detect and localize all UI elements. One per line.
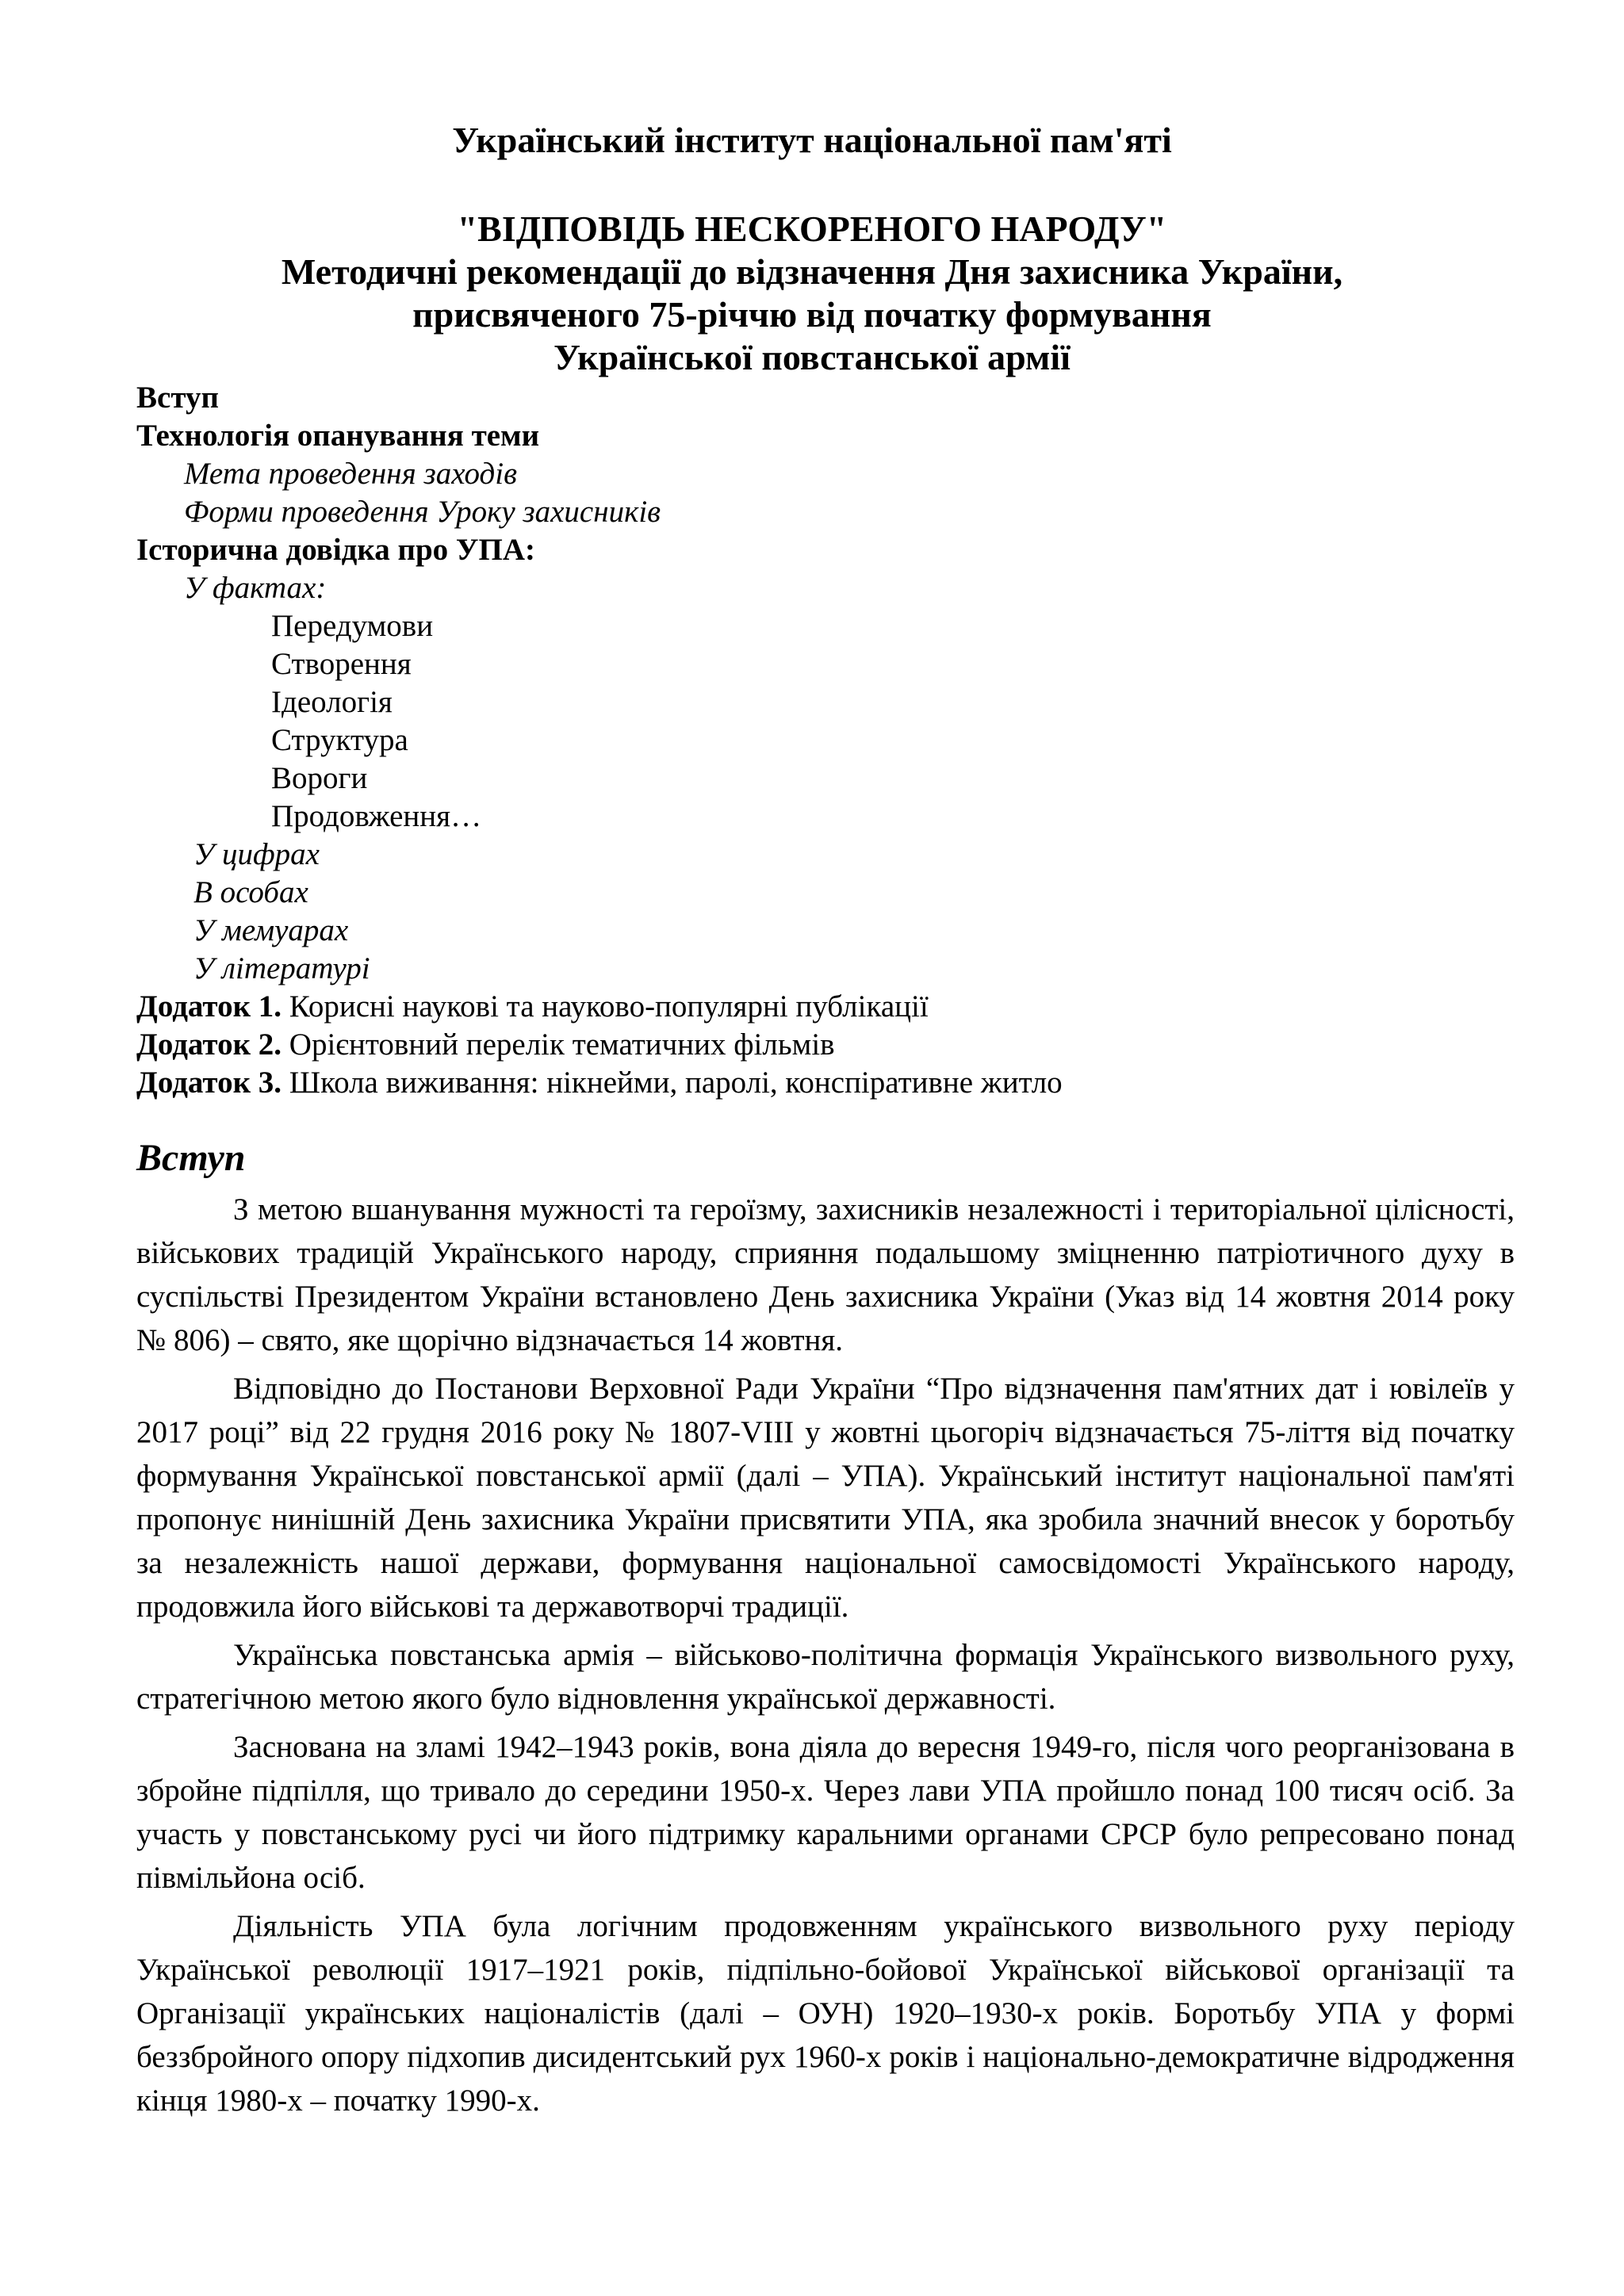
toc-goal: Мета проведення заходів [184, 457, 518, 491]
toc-appendix-1 [136, 988, 1063, 1026]
table-of-contents [136, 379, 1063, 1102]
appendix-label: Додаток 3. [136, 1066, 282, 1100]
intro-paragraph: Українська повстанська армія – військово-політична формація Українського визвольного руху, стратегічною метою якого було відновлення української державності. [136, 1638, 1515, 1716]
toc-technology: Технологія опанування теми [136, 419, 540, 453]
toc-fact-item: Продовження… [271, 799, 482, 833]
institute-title: Український інститут національної пам'яті [452, 120, 1172, 160]
subtitle-line-2: присвяченого 75-річчю від початку формування [412, 294, 1212, 335]
intro-body [136, 1188, 1515, 2127]
subtitle-line-1: Методичні рекомендації до відзначення Дня захисника України, [281, 251, 1343, 292]
toc-appendix-2 [136, 1026, 1063, 1064]
appendix-text: Корисні наукові та науково-популярні публікації [289, 989, 929, 1024]
toc-in-numbers: У цифрах [193, 837, 320, 871]
toc-forms: Форми проведення Уроку захисників [184, 495, 661, 529]
toc-in-memoirs: У мемуарах [193, 913, 349, 947]
toc-fact-item: Ідеологія [271, 685, 393, 719]
intro-heading: Вступ [136, 1137, 246, 1179]
subtitle-line-3: Української повстанської армії [553, 337, 1071, 377]
appendix-label: Додаток 2. [136, 1027, 282, 1062]
toc-in-persons: В особах [193, 875, 308, 909]
toc-intro: Вступ [136, 381, 219, 415]
toc-appendix-3 [136, 1064, 1063, 1102]
appendix-text: Орієнтовний перелік тематичних фільмів [289, 1027, 835, 1062]
toc-fact-item: Передумови [271, 609, 434, 643]
appendix-label: Додаток 1. [136, 989, 282, 1024]
toc-in-literature: У літературі [193, 951, 370, 985]
intro-paragraph: Відповідно до Постанови Верховної Ради України “Про відзначення пам'ятних дат і ювілеїв у 2017 році” від 22 грудня 2016 року № 1807-VIII у жовтні цьогоріч відзначається 75-ліття від початку формування Української повстанської армії (далі – УПА). Український інститут національної пам'яті пропонує нинішній День захисника України присвятити УПА, яка зробила значний внесок у боротьбу за незалежність нашої держави, формування національної самосвідомості Українського народу, продовжила його військові та державотворчі традиції. [136, 1372, 1515, 1624]
toc-history: Історична довідка про УПА: [136, 533, 536, 567]
toc-fact-item: Вороги [271, 761, 368, 795]
toc-fact-item: Створення [271, 647, 412, 681]
document-title: "ВІДПОВІДЬ НЕСКОРЕНОГО НАРОДУ" [457, 209, 1167, 249]
toc-in-facts: У фактах: [184, 571, 327, 605]
intro-paragraph: Діяльність УПА була логічним продовженням українського визвольного руху періоду Української революції 1917–1921 років, підпільно-бойової Української військової організації та Організації українських націоналістів (далі – ОУН) 1920–1930-х років. Боротьбу УПА у формі беззбройного опору підхопив дисидентський рух 1960-х років і національно-демократичне відродження кінця 1980-х – початку 1990-х. [136, 1909, 1515, 2118]
intro-paragraph: З метою вшанування мужності та героїзму, захисників незалежності і територіальної цілісності, військових традицій Українського народу, сприяння подальшому зміцненню патріотичного духу в суспільстві Президентом України встановлено День захисника України (Указ від 14 жовтня 2014 року № 806) – свято, яке щорічно відзначається 14 жовтня. [136, 1192, 1515, 1357]
toc-fact-item: Структура [271, 723, 408, 757]
appendix-text: Школа виживання: нікнейми, паролі, конспіративне житло [289, 1066, 1063, 1100]
intro-paragraph: Заснована на зламі 1942–1943 років, вона діяла до вересня 1949-го, після чого реорганізована в збройне підпілля, що тривало до середини 1950-х. Через лави УПА пройшло понад 100 тисяч осіб. За участь у повстанському русі чи його підтримку каральними органами СРСР було репресовано понад півмільйона осіб. [136, 1730, 1515, 1895]
